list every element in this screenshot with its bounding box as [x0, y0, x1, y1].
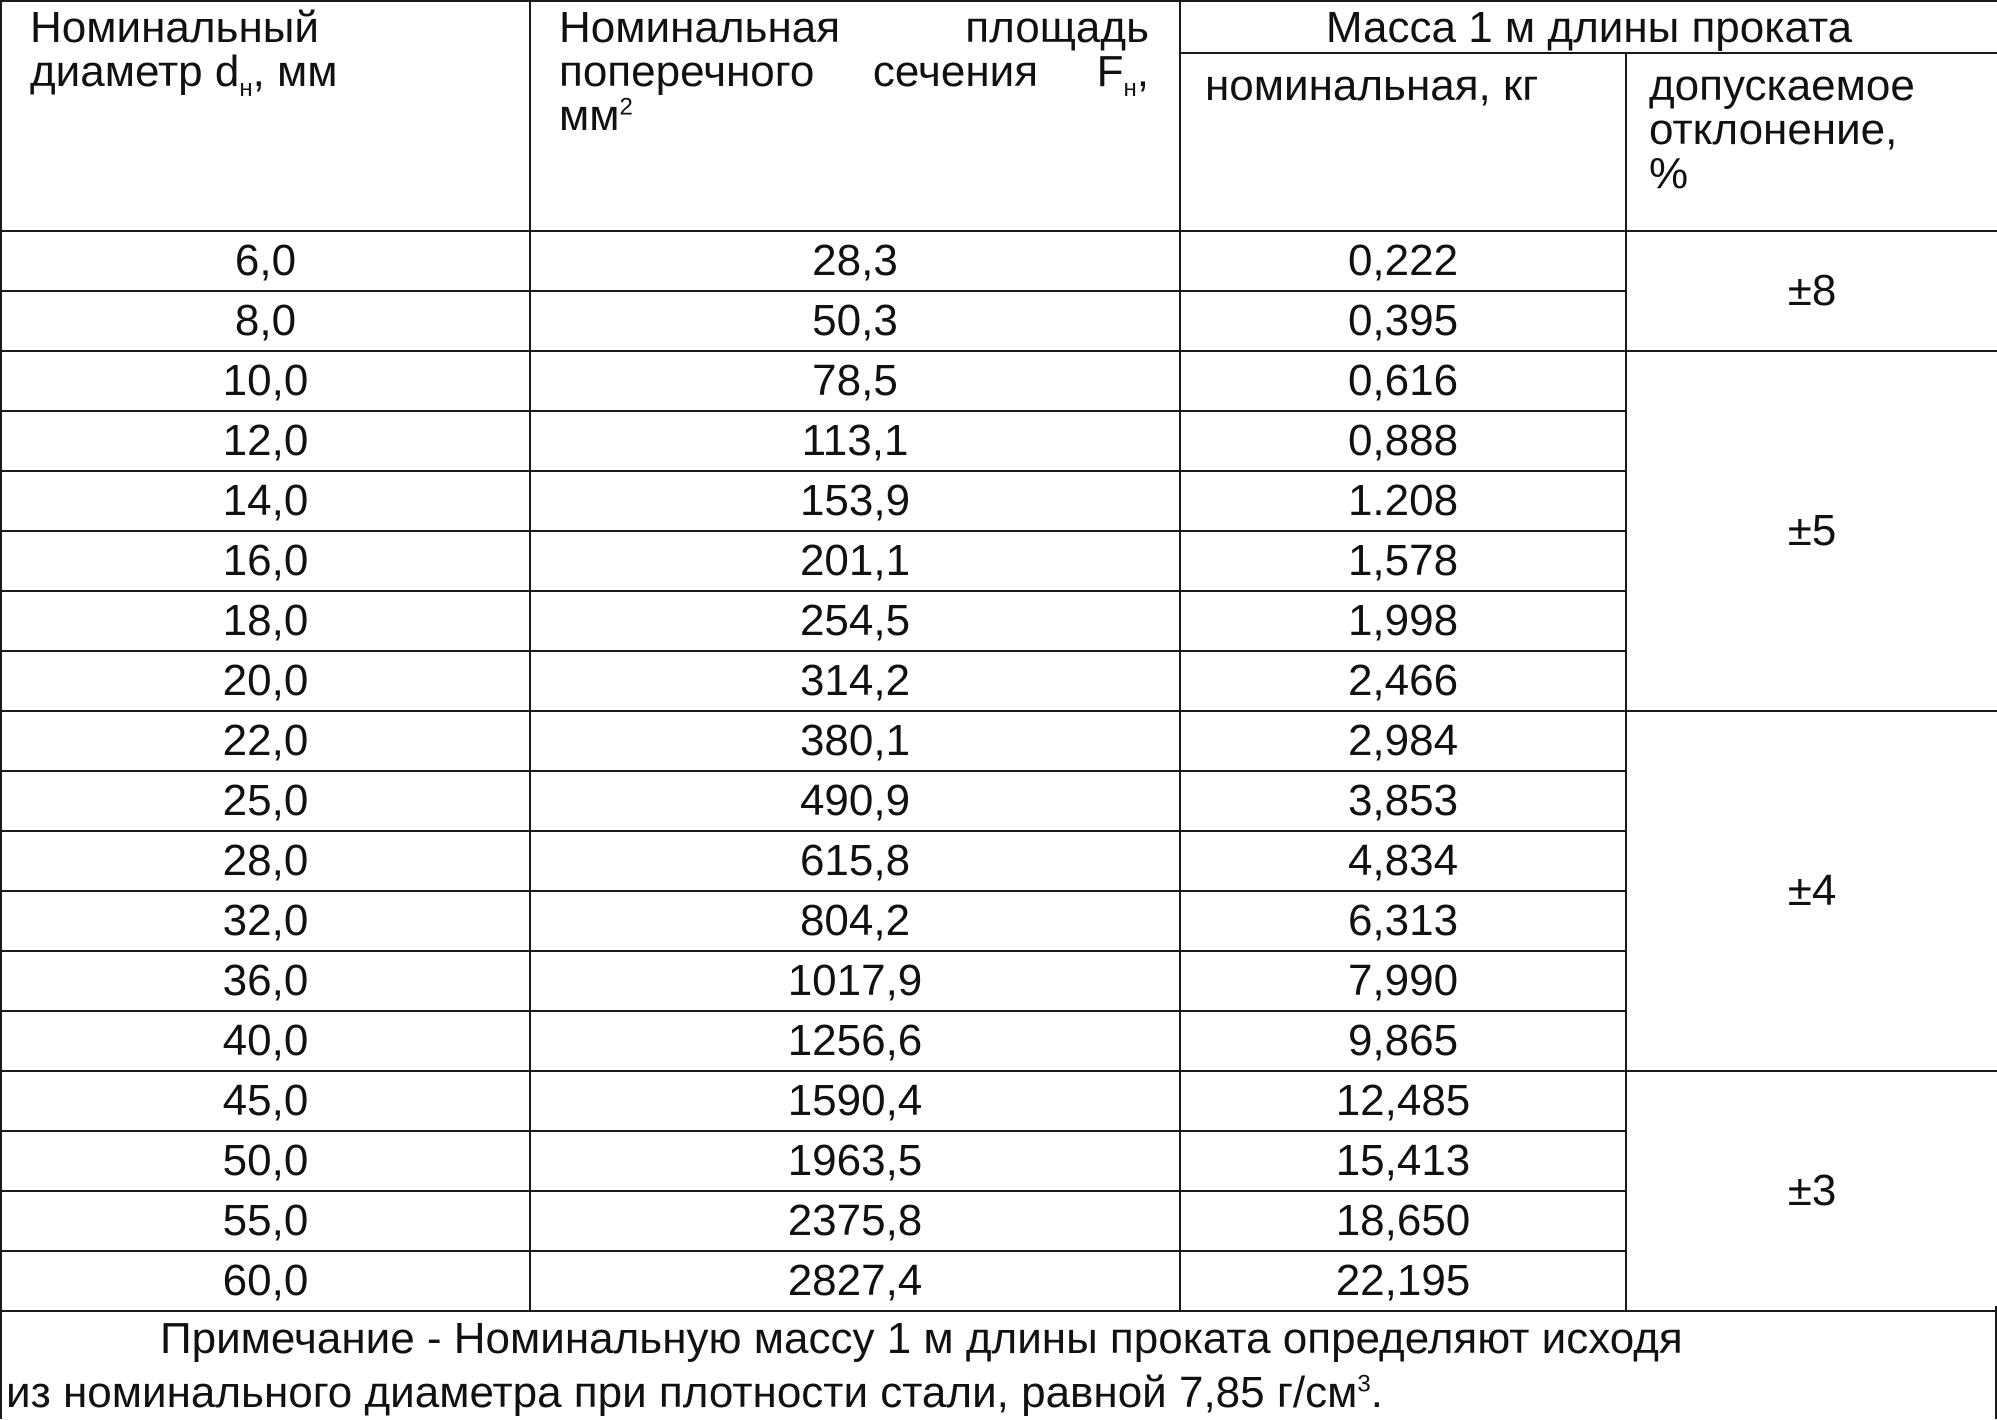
cell-area: 314,2 — [530, 651, 1180, 711]
cell-diameter: 14,0 — [1, 471, 530, 531]
cell-mass: 6,313 — [1180, 891, 1626, 951]
table-row — [1, 711, 1997, 771]
note-line1: Примечание - Номинальную массу 1 м длины проката определяют исходя — [160, 1314, 1683, 1363]
header-area-line1: Номинальная площадь — [559, 3, 1149, 52]
cell-mass: 15,413 — [1180, 1131, 1626, 1191]
header-mass-group: Масса 1 м длины проката — [1180, 1, 1997, 53]
cell-area: 2375,8 — [530, 1191, 1180, 1251]
cell-diameter: 25,0 — [1, 771, 530, 831]
header-row-1 — [1, 1, 1997, 53]
cell-diameter: 6,0 — [1, 231, 530, 291]
cell-diameter: 12,0 — [1, 411, 530, 471]
subscript-n: н — [1123, 74, 1137, 102]
cell-area: 490,9 — [530, 771, 1180, 831]
cell-mass: 0,888 — [1180, 411, 1626, 471]
cell-diameter: 8,0 — [1, 291, 530, 351]
cell-diameter: 60,0 — [1, 1251, 530, 1311]
cell-area: 1256,6 — [530, 1011, 1180, 1071]
cell-mass: 0,222 — [1180, 231, 1626, 291]
cell-diameter: 50,0 — [1, 1131, 530, 1191]
cell-mass: 7,990 — [1180, 951, 1626, 1011]
header-mass-tolerance: допускаемое отклонение, % — [1626, 53, 1997, 231]
cell-mass: 1,998 — [1180, 591, 1626, 651]
cell-diameter: 40,0 — [1, 1011, 530, 1071]
cell-area: 28,3 — [530, 231, 1180, 291]
cell-area: 254,5 — [530, 591, 1180, 651]
cell-area: 1590,4 — [530, 1071, 1180, 1131]
cell-tolerance: ±8 — [1626, 231, 1997, 351]
cell-area: 50,3 — [530, 291, 1180, 351]
header-mass-nominal: номинальная, кг — [1180, 53, 1626, 231]
subscript-n: н — [239, 74, 253, 102]
table-row — [1, 231, 1997, 291]
cell-diameter: 16,0 — [1, 531, 530, 591]
cell-mass: 1,578 — [1180, 531, 1626, 591]
cell-mass: 9,865 — [1180, 1011, 1626, 1071]
cell-area: 78,5 — [530, 351, 1180, 411]
cell-area: 201,1 — [530, 531, 1180, 591]
cell-area: 615,8 — [530, 831, 1180, 891]
cell-diameter: 36,0 — [1, 951, 530, 1011]
superscript-2: 2 — [619, 93, 633, 121]
cell-tolerance: ±4 — [1626, 711, 1997, 1071]
cell-diameter: 10,0 — [1, 351, 530, 411]
cell-area: 113,1 — [530, 411, 1180, 471]
cell-area: 2827,4 — [530, 1251, 1180, 1311]
cell-tolerance: ±3 — [1626, 1071, 1997, 1311]
cell-mass: 4,834 — [1180, 831, 1626, 891]
cell-diameter: 18,0 — [1, 591, 530, 651]
cell-diameter: 55,0 — [1, 1191, 530, 1251]
table-row — [1, 351, 1997, 411]
header-diameter — [1, 1, 530, 231]
superscript-3: 3 — [1357, 1370, 1371, 1398]
header-diameter-line1: Номинальный — [30, 3, 319, 52]
header-area-line2: поперечного сечения $F_н$, — [559, 47, 1149, 102]
header-diameter-line2: диаметр $d_н$, мм — [30, 47, 338, 102]
cell-mass: 0,616 — [1180, 351, 1626, 411]
cell-diameter: 32,0 — [1, 891, 530, 951]
header-area — [530, 1, 1180, 231]
cell-area: 153,9 — [530, 471, 1180, 531]
cell-area: 380,1 — [530, 711, 1180, 771]
cell-mass: 2,466 — [1180, 651, 1626, 711]
note-line2: из номинального диаметра при плотности стали, равной 7,85 $г/см^3$. — [6, 1368, 1383, 1417]
table-note — [0, 1306, 1997, 1419]
cell-diameter: 45,0 — [1, 1071, 530, 1131]
cell-diameter: 28,0 — [1, 831, 530, 891]
cell-area: 1963,5 — [530, 1131, 1180, 1191]
cell-area: 1017,9 — [530, 951, 1180, 1011]
cell-diameter: 20,0 — [1, 651, 530, 711]
cell-diameter: 22,0 — [1, 711, 530, 771]
cell-mass: 3,853 — [1180, 771, 1626, 831]
cell-mass: 18,650 — [1180, 1191, 1626, 1251]
header-area-line3: $мм^2$ — [559, 91, 633, 140]
cell-mass: 1.208 — [1180, 471, 1626, 531]
cell-tolerance: ±5 — [1626, 351, 1997, 711]
cell-mass: 0,395 — [1180, 291, 1626, 351]
cell-mass: 2,984 — [1180, 711, 1626, 771]
table-body — [1, 231, 1997, 1311]
table-row — [1, 1071, 1997, 1131]
cell-area: 804,2 — [530, 891, 1180, 951]
cell-mass: 12,485 — [1180, 1071, 1626, 1131]
cell-mass: 22,195 — [1180, 1251, 1626, 1311]
